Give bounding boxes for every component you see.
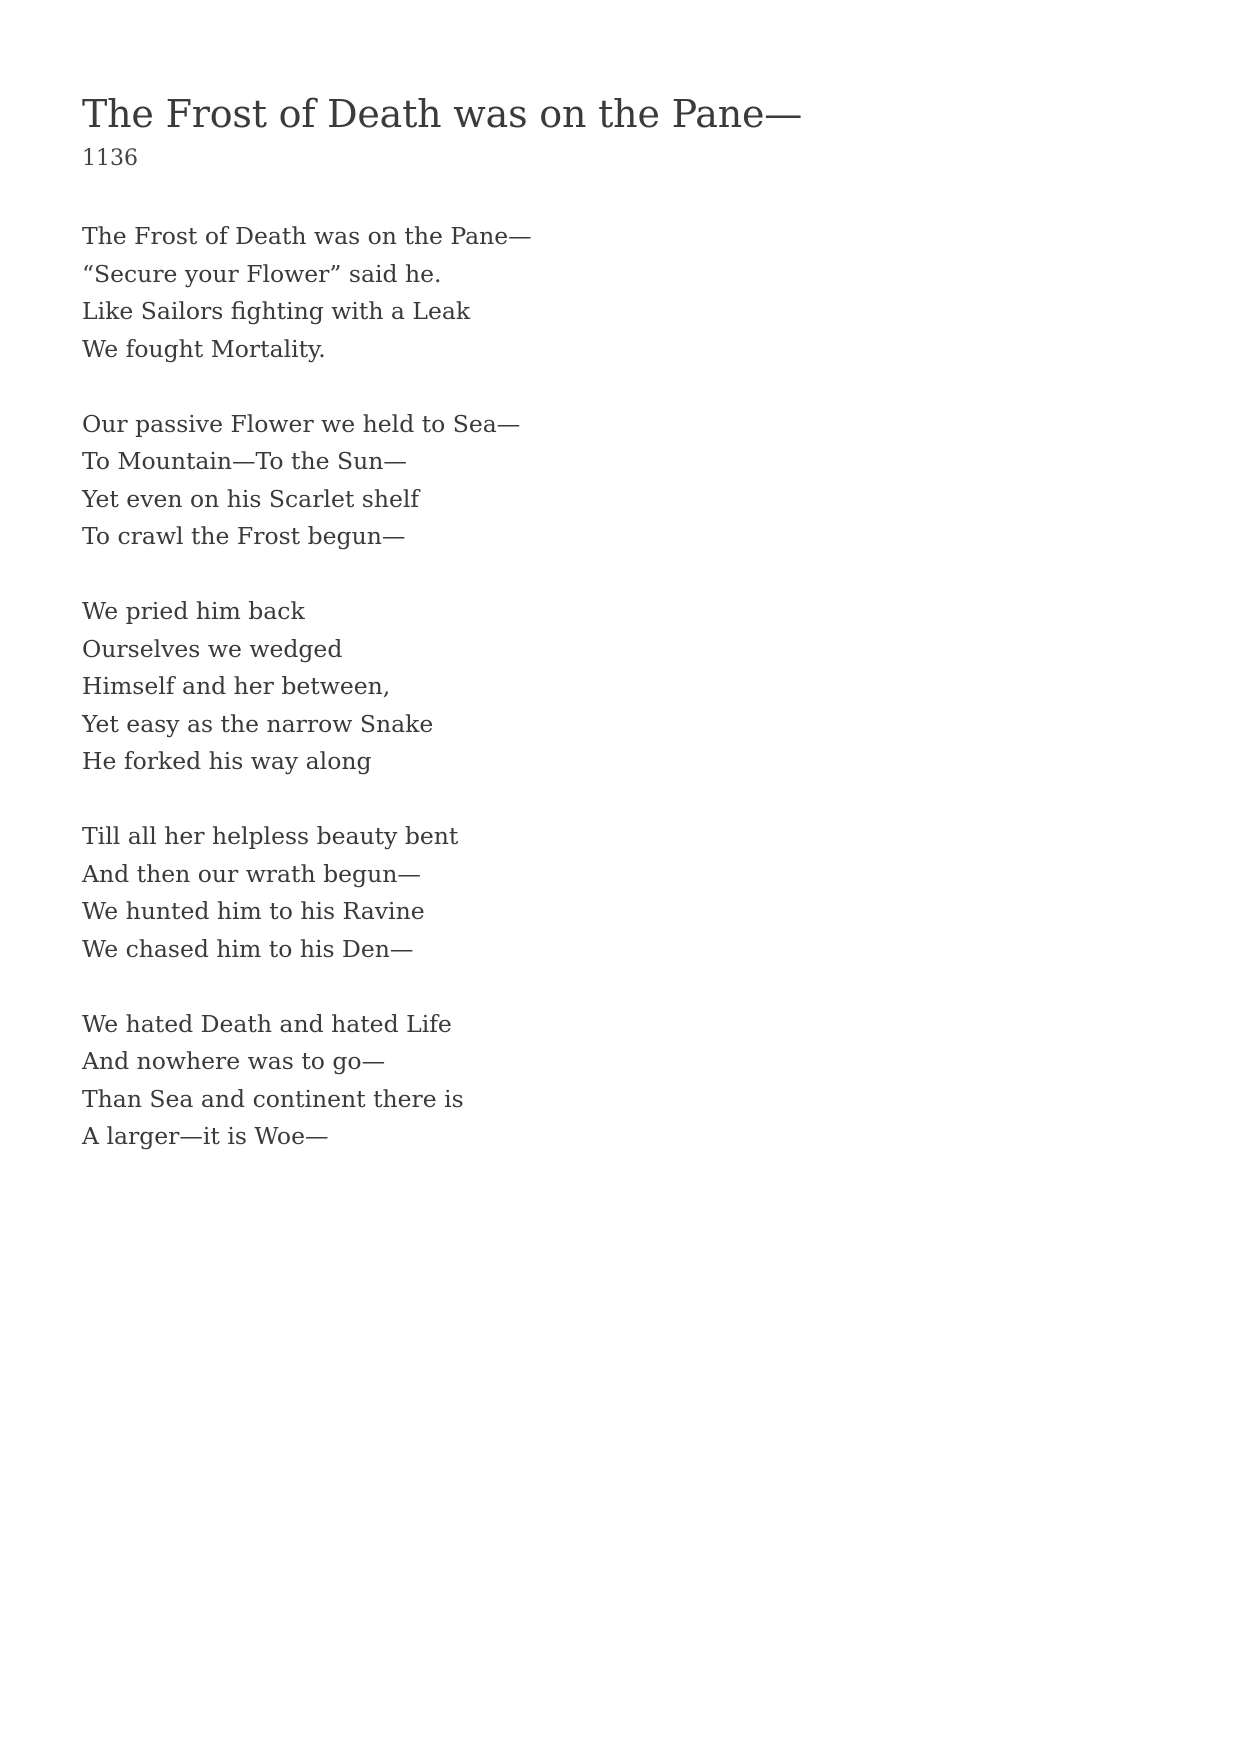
poem-line: We chased him to his Den—: [82, 934, 414, 963]
poem-line: “Secure your Flower” said he.: [82, 259, 442, 288]
poem-line: The Frost of Death was on the Pane—: [82, 222, 532, 250]
poem-line: We hunted him to his Ravine: [82, 897, 425, 925]
poem-line: Till all her helpless beauty bent: [82, 822, 459, 850]
document-page: [82, 88, 1162, 1193]
stanza-3: [82, 593, 1162, 781]
poem-line: And then our wrath begun—: [82, 859, 421, 888]
poem-title: The Frost of Death was on the Pane—: [82, 92, 803, 136]
poem-line: We fought Mortality.: [82, 334, 326, 363]
poem-number: 1136: [82, 146, 138, 171]
poem-body: [82, 218, 1162, 1156]
stanza-4: [82, 818, 1162, 968]
poem-line: Himself and her between,: [82, 672, 391, 700]
poem-line: And nowhere was to go—: [82, 1047, 386, 1075]
poem-line: To Mountain—To the Sun—: [82, 447, 407, 475]
poem-line: We hated Death and hated Life: [82, 1009, 452, 1038]
poem-line: To crawl the Frost begun—: [82, 522, 406, 550]
poem-line: Yet easy as the narrow Snake: [82, 709, 434, 738]
stanza-1: [82, 218, 1162, 368]
poem-line: He forked his way along: [82, 747, 372, 775]
poem-line: Our passive Flower we held to Sea—: [82, 409, 521, 438]
poem-line: Like Sailors fighting with a Leak: [82, 297, 471, 325]
poem-line: Than Sea and continent there is: [82, 1084, 464, 1113]
poem-line: A larger—it is Woe—: [82, 1122, 329, 1150]
stanza-5: [82, 1006, 1162, 1156]
poem-line: Ourselves we wedged: [82, 634, 343, 663]
poem-line: We pried him back: [82, 597, 305, 625]
poem-line: Yet even on his Scarlet shelf: [82, 484, 420, 513]
stanza-2: [82, 406, 1162, 556]
